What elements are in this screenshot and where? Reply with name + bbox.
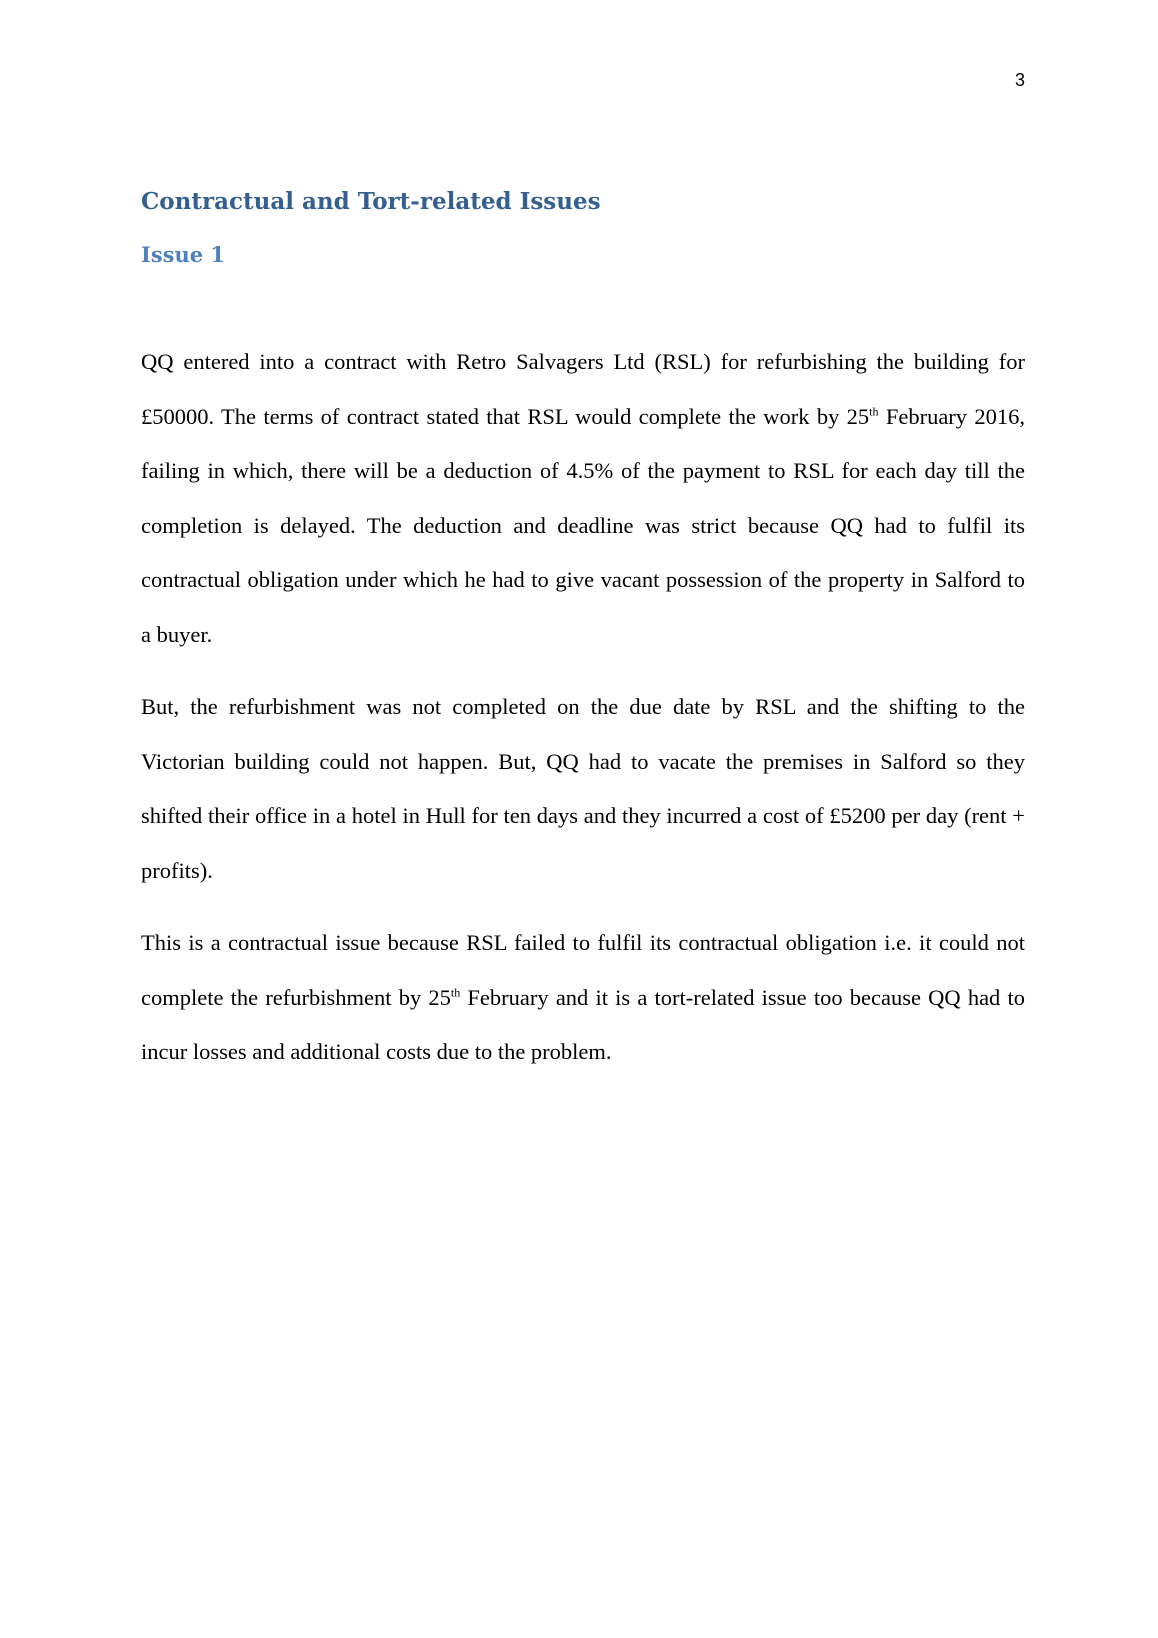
paragraph-1-text-a: QQ entered into a contract with Retro Salvagers Ltd (RSL) for refurbishing the building for £50000. The terms of contract stated that RSL would complete the work by 25 — [141, 349, 1025, 429]
paragraph-3-text-a: This is a contractual issue because RSL failed to fulfil its contractual obligation i.e. it could not complete the refurbishment by 25 — [141, 930, 1025, 1010]
ordinal-suffix: th — [869, 404, 879, 418]
paragraph-1-text-b: February 2016, failing in which, there will be a deduction of 4.5% of the payment to RSL for each day till the completion is delayed. The deduction and deadline was strict because QQ had to fulfil its contractual obligation under which he had to give vacant possession of the property in Salford to a buyer. — [141, 403, 1025, 647]
subsection-heading: Issue 1 — [141, 242, 226, 267]
section-heading: Contractual and Tort-related Issues — [141, 188, 601, 215]
paragraph-1 — [141, 335, 1025, 662]
page-content — [141, 184, 1025, 1080]
page-number: 3 — [1014, 70, 1025, 90]
paragraph-3-text-b: February and it is a tort-related issue too because QQ had to incur losses and additional costs due to the problem. — [141, 984, 1025, 1064]
paragraph-3 — [141, 916, 1025, 1080]
ordinal-suffix: th — [450, 985, 461, 999]
paragraph-2: But, the refurbishment was not completed on the due date by RSL and the shifting to the Victorian building could not happen. But, QQ had to vacate the premises in Salford so they shifted their office in a hotel in Hull for ten days and they incurred a cost of £5200 per day (rent + profits). — [141, 694, 1025, 883]
